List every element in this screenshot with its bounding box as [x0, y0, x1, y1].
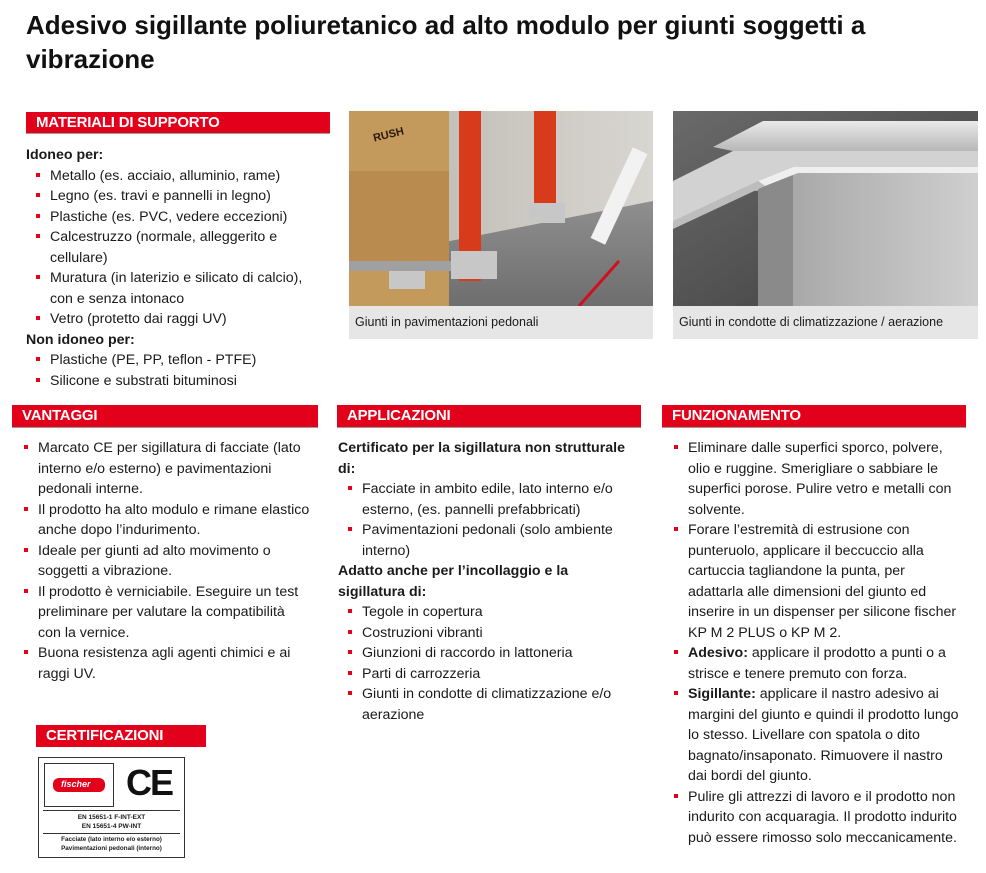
materiali-content: [26, 145, 326, 391]
ce-mark: CE: [125, 762, 172, 803]
certification-label: [38, 757, 185, 858]
list-item: Metallo (es. acciaio, alluminio, rame): [26, 166, 326, 187]
vantaggi-list: [14, 438, 310, 684]
list-item: Ideale per giunti ad alto movimento o soggetti a vibrazione.: [14, 541, 310, 582]
applicazioni-rule: [337, 427, 641, 428]
funzionamento-content: [664, 438, 964, 848]
list-item: Calcestruzzo (normale, alleggerito e cellulare): [26, 227, 326, 268]
cert-line-4: Pavimentazioni pedonali (interno): [61, 845, 162, 852]
non-idoneo-label: Non idoneo per:: [26, 331, 135, 348]
list-item: Giunti in condotte di climatizzazione e/o aerazione: [338, 684, 628, 725]
photo-pavimentazioni: [349, 111, 653, 306]
box-label: RUSH: [372, 125, 406, 145]
sigillante-label: Sigillante:: [688, 686, 756, 702]
duct-illustration: [673, 111, 978, 306]
fischer-logo: [44, 763, 114, 807]
idoneo-label: Idoneo per:: [26, 147, 104, 163]
list-item: Pulire gli attrezzi di lavoro e il prodotto non indurito con acquaragia. Il prodotto indurito può essere rimosso solo meccanicamente.: [664, 787, 964, 849]
cert-line-1: EN 15651-1 F-INT-EXT: [77, 814, 146, 821]
vantaggi-rule: [12, 427, 318, 428]
cert-label: Certificato per la sigillatura non strutturale di:: [338, 440, 625, 477]
adatto-label: Adatto anche per l’incollaggio e la sigillatura di:: [338, 563, 569, 600]
list-item: Vetro (protetto dai raggi UV): [26, 309, 326, 330]
photo-condotte: [673, 111, 978, 306]
caption-right: Giunti in condotte di climatizzazione / aerazione: [673, 306, 978, 339]
vantaggi-content: [14, 438, 310, 684]
funzionamento-header: FUNZIONAMENTO: [662, 405, 966, 427]
non-idoneo-list: [26, 350, 326, 391]
page-title: Adesivo sigillante poliuretanico ad alto modulo per giunti soggetti a vibrazione: [26, 10, 866, 74]
list-item: Il prodotto ha alto modulo e rimane elastico anche dopo l’indurimento.: [14, 500, 310, 541]
list-item: Plastiche (es. PVC, vedere eccezioni): [26, 207, 326, 228]
sigillante-text: applicare il nastro adesivo ai margini del giunto e quindi il prodotto lungo lo stesso. Livellare con spatola o dito bagnato/insaponato. Rimuovere il nastro dai bordi del giunto.: [688, 686, 959, 784]
cert-list: [338, 479, 628, 561]
warehouse-floor-illustration: [349, 111, 653, 306]
materiali-rule: [26, 133, 330, 134]
list-item: Pavimentazioni pedonali (solo ambiente interno): [338, 520, 628, 561]
list-item: Giunzioni di raccordo in lattoneria: [338, 643, 628, 664]
adatto-list: [338, 602, 628, 725]
list-item: Buona resistenza agli agenti chimici e ai raggi UV.: [14, 643, 310, 684]
list-item: Legno (es. travi e pannelli in legno): [26, 186, 326, 207]
materiali-header: MATERIALI DI SUPPORTO: [26, 112, 330, 134]
funzionamento-rule: [662, 427, 966, 428]
list-item: Silicone e substrati bituminosi: [26, 371, 326, 392]
list-item: [664, 684, 964, 787]
adesivo-text: applicare il prodotto a punti o a strisce e tenere premuto con forza.: [688, 645, 946, 682]
certificazioni-header: CERTIFICAZIONI: [36, 725, 206, 747]
adesivo-label: Adesivo:: [688, 645, 748, 661]
list-item: [664, 643, 964, 684]
list-item: Marcato CE per sigillatura di facciate (lato interno e/o esterno) e pavimentazioni pedonali interne.: [14, 438, 310, 500]
list-item: Muratura (in laterizio e silicato di calcio), con e senza intonaco: [26, 268, 326, 309]
cert-line-2: EN 15651-4 PW-INT: [81, 823, 142, 830]
cert-line-3: Facciate (lato interno e/o esterno): [61, 836, 162, 843]
list-item: Tegole in copertura: [338, 602, 628, 623]
vantaggi-header: VANTAGGI: [12, 405, 318, 427]
list-item: Facciate in ambito edile, lato interno e/o esterno, (es. pannelli prefabbricati): [338, 479, 628, 520]
applicazioni-header: APPLICAZIONI: [337, 405, 641, 427]
logo-text: fischer: [61, 779, 91, 789]
funzionamento-list: [664, 438, 964, 848]
applicazioni-content: [338, 438, 628, 725]
list-item: Costruzioni vibranti: [338, 623, 628, 644]
idoneo-list: [26, 166, 326, 330]
list-item: Il prodotto è verniciabile. Eseguire un test preliminare per valutare la compatibilità con la vernice.: [14, 582, 310, 644]
list-item: Parti di carrozzeria: [338, 664, 628, 685]
list-item: Forare l’estremità di estrusione con punteruolo, applicare il beccuccio alla cartuccia tagliandone la punta, per adattarla alle dimensioni del giunto ed inserire in un dispenser per silicone fischer KP M 2 PLUS o KP M 2.: [664, 520, 964, 643]
list-item: Plastiche (PE, PP, teflon - PTFE): [26, 350, 326, 371]
caption-left: Giunti in pavimentazioni pedonali: [349, 306, 653, 339]
list-item: Eliminare dalle superfici sporco, polvere, olio e ruggine. Smerigliare o sabbiare le superfici porose. Pulire vetro e metalli con solvente.: [664, 438, 964, 520]
